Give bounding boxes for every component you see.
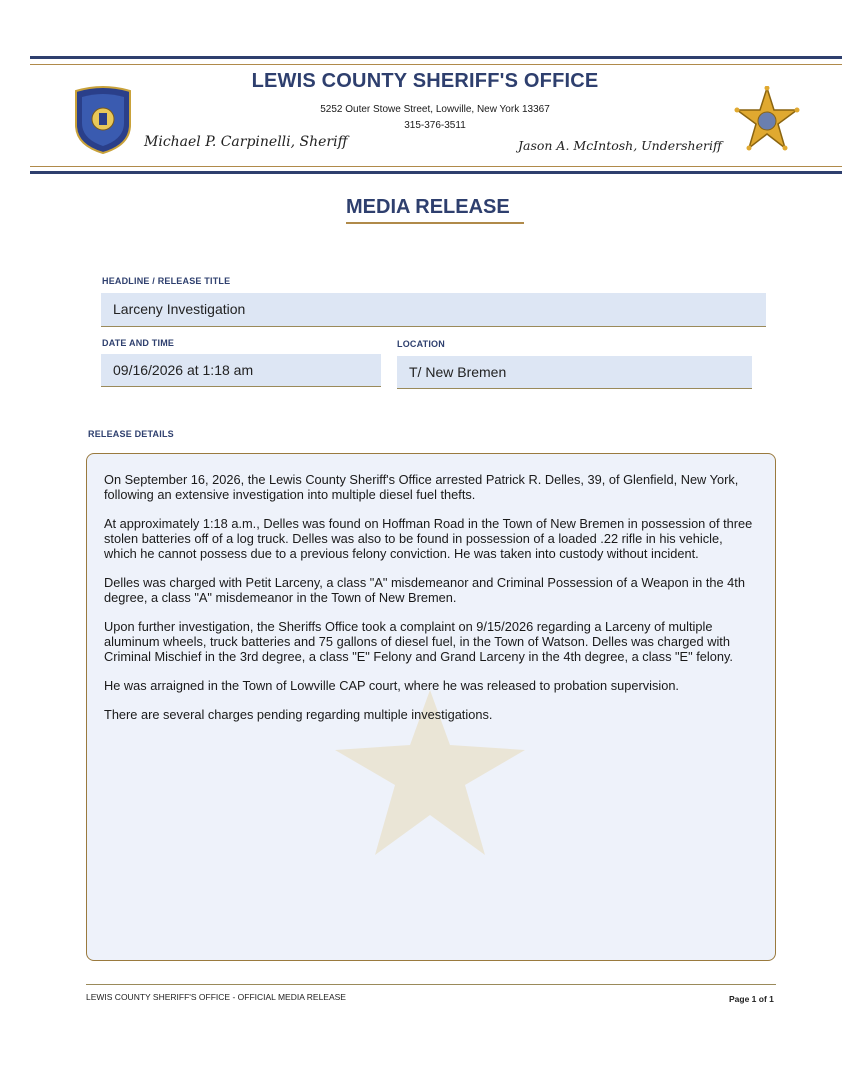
details-paragraph: Delles was charged with Petit Larceny, a class "A" misdemeanor and Criminal Possession of a Weapon in the 4th degree, a class "A" misdemeanor in the Town of New Bremen. <box>104 575 745 605</box>
sheriff-signature: Michael P. Carpinelli, Sheriff <box>144 134 348 150</box>
footer-text: LEWIS COUNTY SHERIFF'S OFFICE - OFFICIAL MEDIA RELEASE <box>86 992 346 1002</box>
agency-address: 5252 Outer Stowe Street, Lowville, New York 13367 <box>320 104 550 115</box>
headline-value: Larceny Investigation <box>113 301 246 317</box>
details-paragraph: At approximately 1:18 a.m., Delles was found on Hoffman Road in the Town of New Bremen in possession of three stolen batteries off of a log truck. Delles was also to be found in possession of a loaded .22 rifle in his vehicle, which he cannot possess due to a previous felony conviction. He was taken into custody without incident. <box>104 516 753 561</box>
details-paragraph: He was arraigned in the Town of Lowville CAP court, where he was released to probation supervision. <box>104 678 679 693</box>
location-label: LOCATION <box>397 339 445 349</box>
location-field[interactable] <box>397 356 752 389</box>
header-bottom-rule-thin <box>30 166 842 167</box>
headline-label: HEADLINE / RELEASE TITLE <box>102 276 231 286</box>
location-value: T/ New Bremen <box>409 364 507 380</box>
page-number: Page 1 of 1 <box>729 994 774 1004</box>
details-label: RELEASE DETAILS <box>88 429 174 439</box>
undersheriff-signature: Jason A. McIntosh, Undersheriff <box>518 138 722 153</box>
details-text <box>104 472 756 736</box>
header-top-rule <box>30 56 842 59</box>
sheriff-patch-icon <box>72 83 134 155</box>
page-title: MEDIA RELEASE <box>346 196 510 218</box>
agency-phone: 315-376-3511 <box>404 120 466 131</box>
details-paragraph: On September 16, 2026, the Lewis County Sheriff's Office arrested Patrick R. Delles, 39, of Glenfield, New York, following an extensive investigation into multiple diesel fuel thefts. <box>104 472 739 502</box>
header-top-rule-thin <box>30 64 842 65</box>
header-bottom-rule <box>30 171 842 174</box>
title-underline <box>346 222 524 224</box>
datetime-field[interactable] <box>101 354 381 387</box>
details-paragraph: Upon further investigation, the Sheriffs Office took a complaint on 9/15/2026 regarding a Larceny of multiple aluminum wheels, truck batteries and 75 gallons of diesel fuel, in the Town of Watson. Delles was charged with Criminal Mischief in the 3rd degree, a class "E" Felony and Grand Larceny in the 4th degree, a class "E" felony. <box>104 619 733 664</box>
datetime-label: DATE AND TIME <box>102 338 175 348</box>
headline-field[interactable] <box>101 293 766 327</box>
agency-name: LEWIS COUNTY SHERIFF'S OFFICE <box>251 70 599 92</box>
datetime-value: 09/16/2026 at 1:18 am <box>113 362 254 378</box>
footer-rule <box>86 984 776 985</box>
details-paragraph: There are several charges pending regarding multiple investigations. <box>104 707 493 722</box>
sheriff-star-icon <box>733 86 801 156</box>
